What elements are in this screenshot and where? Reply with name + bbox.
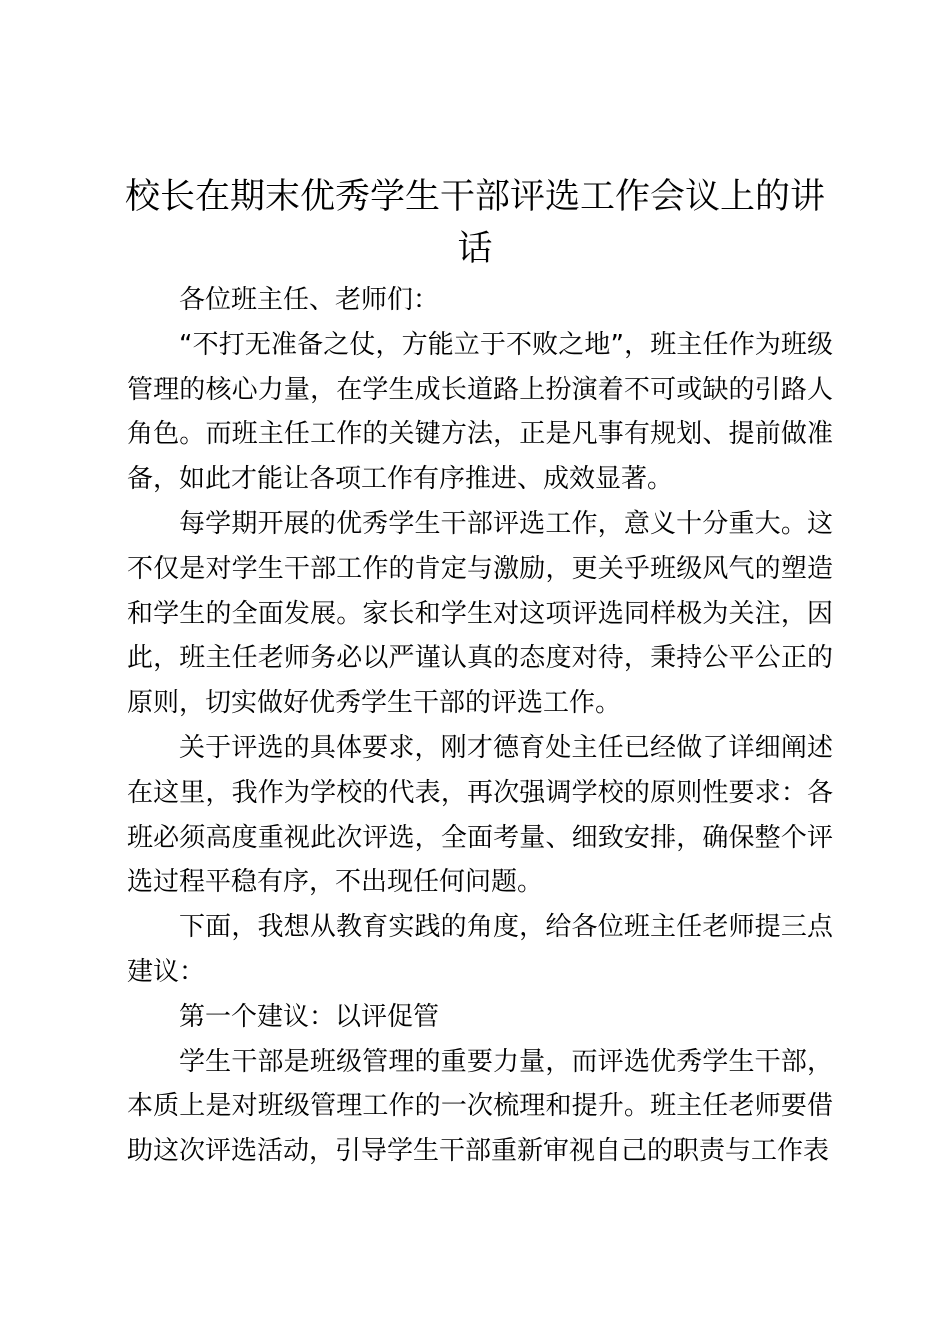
paragraph-requirements: 关于评选的具体要求，刚才德育处主任已经做了详细阐述在这里，我作为学校的代表，再次强调学校的原则性要求：各班必须高度重视此次评选，全面考量、细致安排，确保整个评选过程平稳有序，不出现任何问题。: [127, 732, 833, 898]
paragraph-significance: 每学期开展的优秀学生干部评选工作，意义十分重大。这不仅是对学生干部工作的肯定与激励，更关乎班级风气的塑造和学生的全面发展。家长和学生对这项评选同样极为关注，因此，班主任老师务必以严谨认真的态度对待，秉持公平公正的原则，切实做好优秀学生干部的评选工作。: [127, 508, 833, 719]
paragraph-intro: “不打无准备之仗，方能立于不败之地”，班主任作为班级管理的核心力量，在学生成长道路上扮演着不可或缺的引路人角色。而班主任工作的关键方法，正是凡事有规划、提前做准备，如此才能让各项工作有序推进、成效显著。: [127, 329, 833, 495]
paragraph-suggestion-1-heading: 第一个建议：以评促管: [179, 1001, 440, 1032]
document-body: [127, 278, 833, 1174]
document-title: 校长在期末优秀学生干部评选工作会议上的讲话: [124, 177, 825, 269]
paragraph-suggestion-1-body: 学生干部是班级管理的重要力量，而评选优秀学生干部，本质上是对班级管理工作的一次梳理和提升。班主任老师要借助这次评选活动，引导学生干部重新审视自己的职责与工作表: [127, 1046, 833, 1167]
paragraph-salutation: 各位班主任、老师们：: [179, 285, 440, 315]
paragraph-suggestions-intro: 下面，我想从教育实践的角度，给各位班主任老师提三点建议：: [127, 912, 833, 987]
